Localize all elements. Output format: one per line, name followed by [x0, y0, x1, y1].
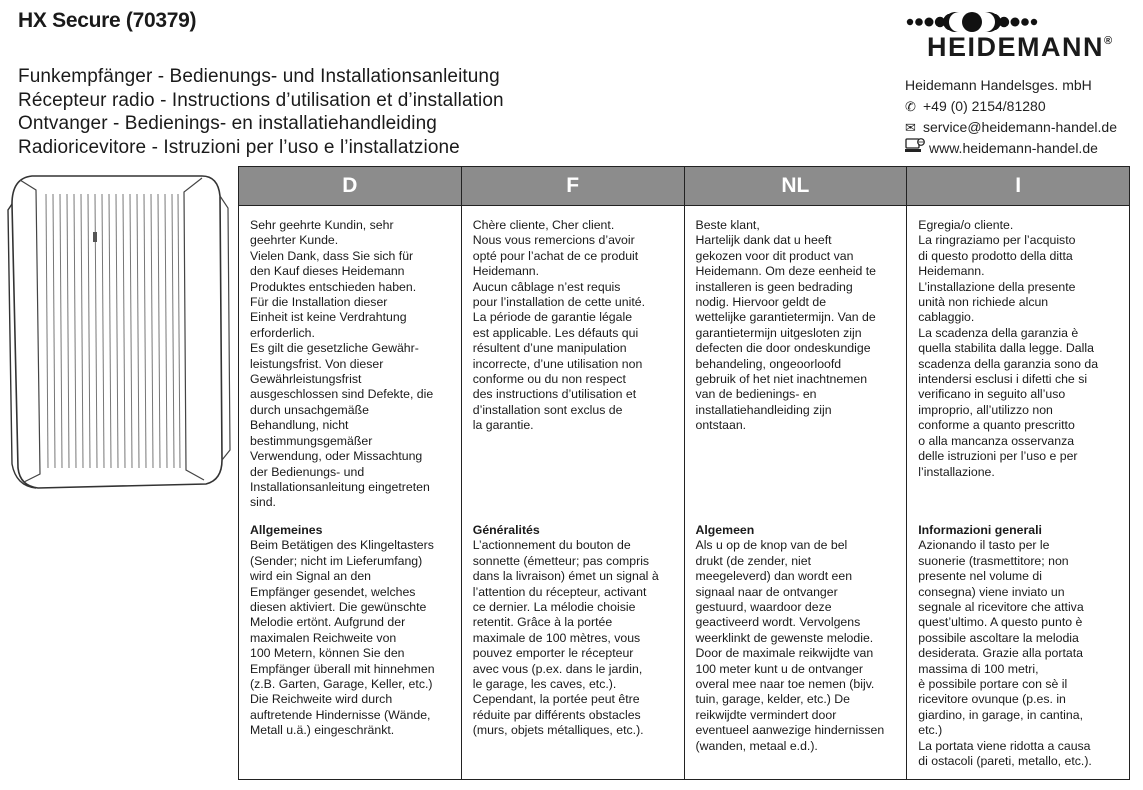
receiver-device-illustration [6, 168, 234, 490]
section-title-de: Allgemeines [250, 523, 323, 537]
subtitle-nl: Ontvanger - Bedienings- en installatiehandleiding [18, 113, 437, 134]
phone-icon: ✆ [905, 99, 916, 114]
column-body-de [239, 206, 461, 739]
column-fr [462, 167, 685, 779]
intro-text-de: Sehr geehrte Kundin, sehr geehrter Kunde. Vielen Dank, dass Sie sich für den Kauf dieses Heidemann Produktes entschieden haben. Für die Installation dieser Einheit ist keine Verdrahtung erforderlich. Es gilt die gesetzliche Gewähr- leistungsfrist. Von dieser Gewährleistungsfrist ausgeschlossen sind Defekte, die durch unsachgemäße Behandlung, nicht bestimmungsgemäßer Verwendung, oder Missachtung der Bedienungs- und Installationsanleitung eingetreten sind. [250, 218, 434, 510]
intro-text-it: Egregia/o cliente. La ringraziamo per l’acquisto di questo prodotto della ditta Heidemann. L’installazione della presente unità non richiede alcun cablaggio. La scadenza della garanzia è quella stabilita dalla legge. Dalla scadenza della garanzia sono da intendersi esclusi i difetti che si verificano in seguito all’uso improprio, all’utilizzo non conforme a quanto prescritto o alla mancanza osservanza delle istruzioni per l’uso e per l’installazione. [918, 218, 1099, 479]
globe-icon [905, 138, 929, 159]
section-text-de: Beim Betätigen des Klingeltasters (Sender; nicht im Lieferumfang) wird ein Signal an den Empfänger gesendet, welches diesen aktiviert. Die gewünschte Melodie ertönt. Aufgrund der maximalen Reichweite von 100 Metern, können Sie den Empfänger überall mit hinnehmen (z.B. Garten, Garage, Keller, etc.) Die Reichweite wird durch auftretende Hindernisse (Wände, Metall u.ä.) eingeschränkt. [250, 538, 435, 738]
column-it [907, 167, 1129, 779]
column-nl [685, 167, 908, 779]
phone-line [905, 96, 1137, 117]
section-title-nl: Algemeen [695, 523, 755, 537]
intro-text-fr: Chère cliente, Cher client. Nous vous remercions d’avoir opté pour l’achat de ce produit Heidemann. Aucun câblage n’est requis pour l’installation de cette unité. La période de garantie légale est applicable. Les défauts qui résultent d’une manipulation incorrecte, d’une utilisation non conforme ou du non respect des instructions d’utilisation et d’installation sont exclus de la garantie. [472, 218, 646, 433]
phone-number: +49 (0) 2154/81280 [923, 98, 1046, 114]
website-line [905, 138, 1137, 159]
intro-text-nl: Beste klant, Hartelijk dank dat u heeft gekozen voor dit product van Heidemann. Om deze eenheid te installeren is geen bedrading nodig. Hiervoor geldt de wettelijke garantietermijn. Van de garantietermijn uitgesloten zijn defecten die door ondeskundige behandeling, ongeoorloofd gebruik of het niet inachtnemen van de bedienings- en installatiehandleiding zijn ontstaan. [695, 218, 876, 433]
column-header-nl: NL [685, 167, 907, 206]
column-de [239, 167, 462, 779]
column-body-nl [685, 206, 907, 754]
email-line [905, 117, 1137, 138]
brand-block [905, 10, 1137, 159]
company-name: Heidemann Handelsges. mbH [905, 77, 1092, 93]
column-body-it [907, 206, 1129, 770]
section-title-it: Informazioni generali [918, 523, 1042, 537]
website-url[interactable]: www.heidemann-handel.de [929, 140, 1098, 156]
subtitle-list [18, 65, 504, 159]
brand-logo-dots-icon [905, 10, 1055, 34]
envelope-icon: ✉ [905, 120, 916, 135]
subtitle-it: Radioricevitore - Istruzioni per l’uso e l’installatzione [18, 136, 460, 158]
section-text-fr: L’actionnement du bouton de sonnette (émetteur; pas compris dans la livraison) émet un signal à l’attention du récepteur, activant ce dernier. La mélodie choisie retentit. Grâce à la portée maximale de 100 mètres, vous pouvez emporter le récepteur avec vous (p.ex. dans le jardin, le garage, les caves, etc.). Cependant, la portée peut être réduite par différents obstacles (murs, objets métalliques, etc.). [472, 538, 659, 738]
brand-logo: HEIDEMANN® [927, 32, 1113, 62]
column-header-de: D [239, 167, 461, 206]
manual-table [238, 166, 1130, 780]
section-text-it: Azionando il tasto per le suonerie (trasmettitore; non presente nel volume di consegna) viene inviato un segnale al ricevitore che attiva quest’ultimo. A questo punto è possibile ascoltare la melodia desiderata. Grazie alla portata massima di 100 metri, è possibile portare con sè il ricevitore ovunque (p.es. in giardino, in garage, in cantina, etc.) La portata viene ridotta a causa di ostacoli (pareti, metallo, etc.). [918, 538, 1092, 769]
contact-info [905, 75, 1137, 159]
product-title: HX Secure (70379) [18, 9, 197, 32]
column-header-it: I [907, 167, 1129, 206]
email-address[interactable]: service@heidemann-handel.de [923, 119, 1117, 135]
section-title-fr: Généralités [472, 523, 540, 537]
column-header-fr: F [462, 167, 684, 206]
subtitle-fr: Récepteur radio - Instructions d’utilisation et d’installation [18, 89, 504, 111]
section-text-nl: Als u op de knop van de bel drukt (de zender, niet meegeleverd) dan wordt een signaal naar de ontvanger gestuurd, waardoor deze geactiveerd wordt. Vervolgens weerklinkt de gewenste melodie. Door de maximale reikwijdte van 100 meter kunt u de ontvanger overal mee naar toe nemen (bijv. tuin, garage, kelder, etc.) De reikwijdte vermindert door eventueel aanwezige hindernissen (wanden, metaal e.d.). [695, 538, 885, 753]
subtitle-de: Funkempfänger - Bedienungs- und Installationsanleitung [18, 66, 500, 87]
column-body-fr [462, 206, 684, 739]
